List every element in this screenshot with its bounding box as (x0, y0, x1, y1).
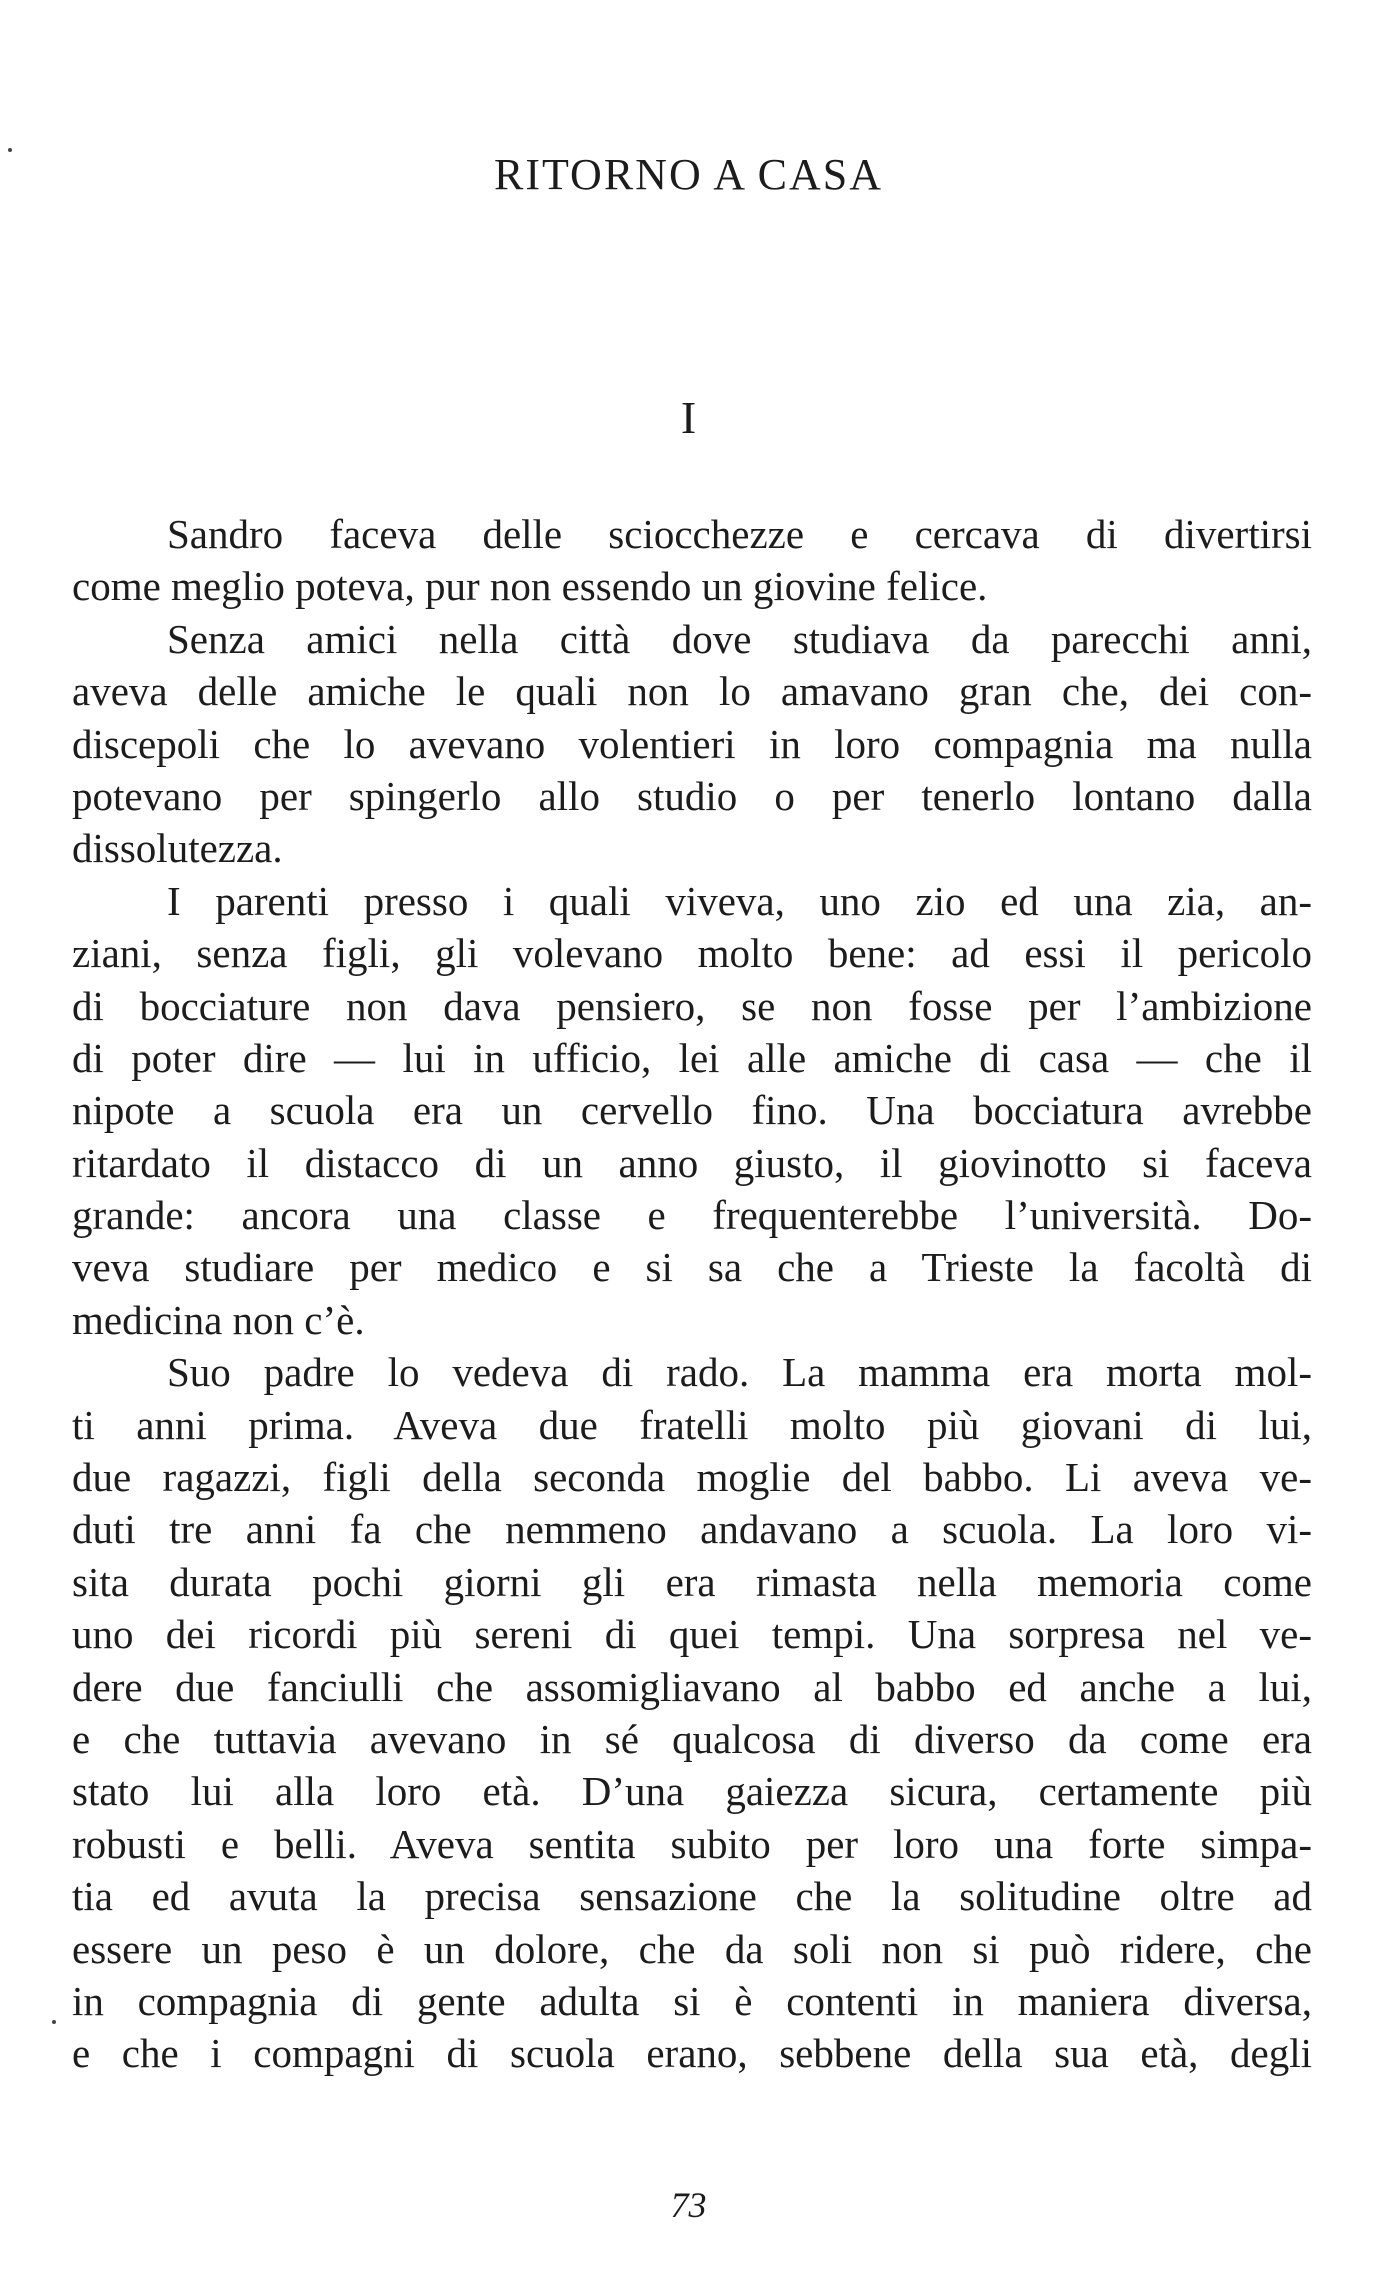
text-line: di poter dire — lui in ufficio, lei alle amiche di casa — che il (72, 1034, 1312, 1081)
text-line: duti tre anni fa che nemmeno andavano a scuola. La loro vi- (72, 1506, 1312, 1553)
text-line: due ragazzi, figli della seconda moglie del babbo. Li aveva ve- (72, 1454, 1312, 1501)
chapter-number: I (680, 392, 697, 443)
body-text (72, 508, 1312, 2080)
text-line: Suo padre lo vedeva di rado. La mamma era morta mol- (167, 1349, 1312, 1396)
text-line: sita durata pochi giorni gli era rimasta nella memoria come (72, 1558, 1312, 1605)
text-line: e che tuttavia avevano in sé qualcosa di diverso da come era (72, 1715, 1312, 1762)
page-number: 73 (670, 2185, 707, 2225)
text-line: ziani, senza figli, gli volevano molto bene: ad essi il pericolo (72, 930, 1312, 977)
text-line: in compagnia di gente adulta si è contenti in maniera diversa, (72, 1977, 1312, 2024)
text-line: grande: ancora una classe e frequenterebbe l’università. Do- (72, 1192, 1312, 1239)
text-line: aveva delle amiche le quali non lo amavano gran che, dei con- (72, 668, 1312, 715)
text-line: e che i compagni di scuola erano, sebbene della sua età, degli (72, 2030, 1312, 2077)
text-line: potevano per spingerlo allo studio o per tenerlo lontano dalla (72, 772, 1312, 819)
page-title: RITORNO A CASA (493, 150, 884, 199)
paper-speck (52, 2020, 56, 2024)
text-line: dissolutezza. (72, 825, 283, 872)
text-line: I parenti presso i quali viveva, uno zio ed una zia, an- (167, 877, 1312, 924)
text-line: ti anni prima. Aveva due fratelli molto più giovani di lui, (72, 1401, 1312, 1448)
text-line: nipote a scuola era un cervello fino. Una bocciatura avrebbe (72, 1087, 1312, 1134)
text-line: Senza amici nella città dove studiava da parecchi anni, (167, 615, 1312, 662)
text-line: come meglio poteva, pur non essendo un giovine felice. (72, 563, 988, 610)
text-line: ritardato il distacco di un anno giusto, il giovinotto si faceva (72, 1139, 1312, 1186)
text-line: di bocciature non dava pensiero, se non fosse per l’ambizione (72, 982, 1312, 1029)
text-line: Sandro faceva delle sciocchezze e cercava di divertirsi (167, 511, 1312, 557)
text-line: dere due fanciulli che assomigliavano al babbo ed anche a lui, (72, 1663, 1312, 1710)
text-line: discepoli che lo avevano volentieri in loro compagnia ma nulla (72, 720, 1312, 767)
text-line: robusti e belli. Aveva sentita subito per loro una forte simpa- (72, 1820, 1312, 1867)
text-line: tia ed avuta la precisa sensazione che la solitudine oltre ad (72, 1873, 1312, 1920)
text-line: essere un peso è un dolore, che da soli non si può ridere, che (72, 1925, 1312, 1972)
text-line: uno dei ricordi più sereni di quei tempi. Una sorpresa nel ve- (72, 1611, 1312, 1658)
text-line: stato lui alla loro età. D’una gaiezza sicura, certamente più (72, 1768, 1312, 1815)
text-line: medicina non c’è. (72, 1296, 365, 1343)
text-line: veva studiare per medico e si sa che a Trieste la facoltà di (72, 1244, 1312, 1291)
